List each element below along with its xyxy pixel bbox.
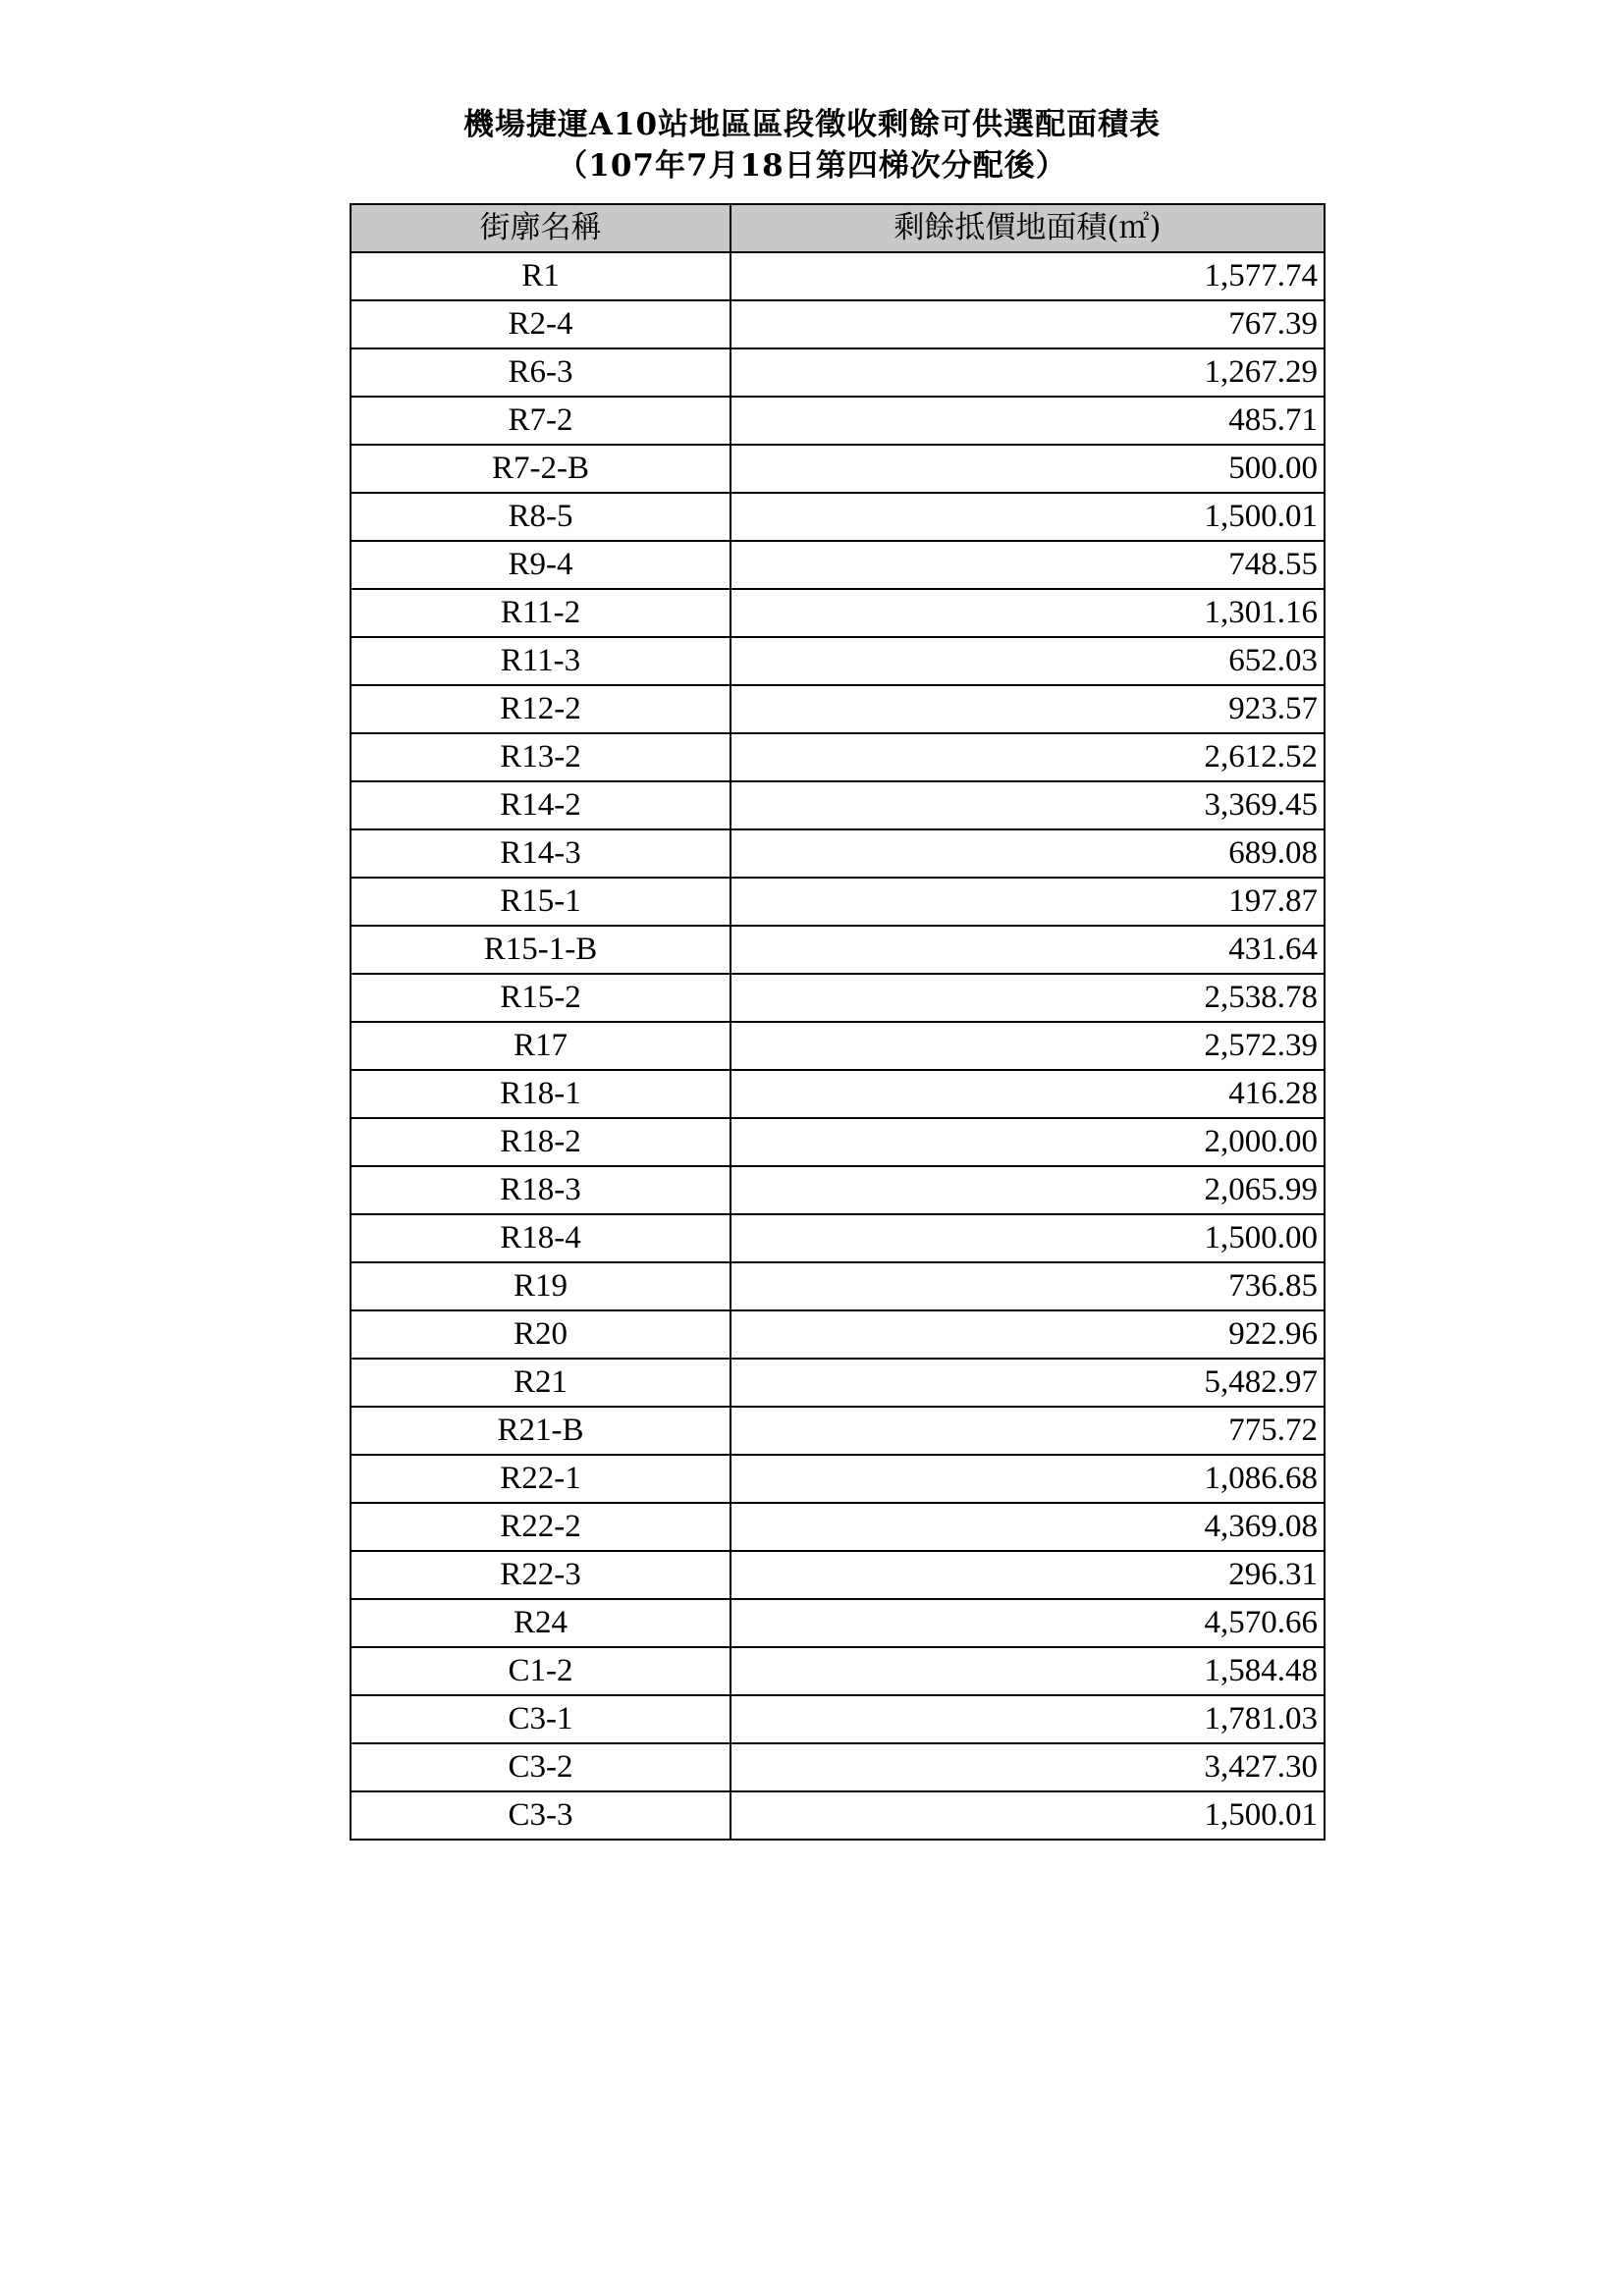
block-name-cell: R6-3 xyxy=(351,348,731,397)
remaining-area-cell: 4,369.08 xyxy=(731,1503,1325,1551)
table-row xyxy=(351,1791,1325,1840)
remaining-area-cell: 2,065.99 xyxy=(731,1166,1325,1214)
table-header-row xyxy=(351,204,1325,252)
title-line-1: 機場捷運A10站地區區段徵收剩餘可供選配面積表 xyxy=(462,107,1162,142)
block-name-cell: R14-3 xyxy=(351,829,731,878)
table-row xyxy=(351,781,1325,829)
remaining-area-cell: 2,000.00 xyxy=(731,1118,1325,1166)
area-table xyxy=(350,203,1326,1841)
block-name-cell: R2-4 xyxy=(351,300,731,348)
remaining-area-cell: 922.96 xyxy=(731,1310,1325,1359)
block-name-cell: R21 xyxy=(351,1359,731,1407)
remaining-area-cell: 2,538.78 xyxy=(731,974,1325,1022)
remaining-area-cell: 1,267.29 xyxy=(731,348,1325,397)
table-row xyxy=(351,348,1325,397)
block-name-cell: R14-2 xyxy=(351,781,731,829)
block-name-cell: R1 xyxy=(351,252,731,300)
block-name-cell: R18-4 xyxy=(351,1214,731,1262)
remaining-area-cell: 4,570.66 xyxy=(731,1599,1325,1647)
block-name-cell: C3-2 xyxy=(351,1743,731,1791)
table-row xyxy=(351,1166,1325,1214)
block-name-cell: C1-2 xyxy=(351,1647,731,1695)
block-name-cell: R22-2 xyxy=(351,1503,731,1551)
block-name-cell: R20 xyxy=(351,1310,731,1359)
remaining-area-cell: 1,500.00 xyxy=(731,1214,1325,1262)
remaining-area-cell: 296.31 xyxy=(731,1551,1325,1599)
block-name-cell: R9-4 xyxy=(351,541,731,589)
block-name-cell: R15-2 xyxy=(351,974,731,1022)
remaining-area-cell: 1,086.68 xyxy=(731,1455,1325,1503)
remaining-area-cell: 3,369.45 xyxy=(731,781,1325,829)
header-remaining-area: 剩餘抵價地面積(㎡) xyxy=(731,204,1325,252)
remaining-area-cell: 1,781.03 xyxy=(731,1695,1325,1743)
remaining-area-cell: 689.08 xyxy=(731,829,1325,878)
header-block-name: 街廓名稱 xyxy=(351,204,731,252)
area-table-container xyxy=(350,203,1324,1841)
table-row xyxy=(351,878,1325,926)
remaining-area-cell: 197.87 xyxy=(731,878,1325,926)
block-name-cell: R13-2 xyxy=(351,733,731,781)
table-row xyxy=(351,1310,1325,1359)
title-line-2: （107年7月18日第四梯次分配後） xyxy=(557,148,1067,184)
table-row xyxy=(351,685,1325,733)
table-row xyxy=(351,1118,1325,1166)
remaining-area-cell: 485.71 xyxy=(731,397,1325,445)
remaining-area-cell: 1,500.01 xyxy=(731,493,1325,541)
remaining-area-cell: 5,482.97 xyxy=(731,1359,1325,1407)
table-row xyxy=(351,1503,1325,1551)
block-name-cell: R8-5 xyxy=(351,493,731,541)
table-row xyxy=(351,829,1325,878)
block-name-cell: R15-1 xyxy=(351,878,731,926)
table-row xyxy=(351,300,1325,348)
table-row xyxy=(351,1455,1325,1503)
table-row xyxy=(351,926,1325,974)
block-name-cell: R22-3 xyxy=(351,1551,731,1599)
table-row xyxy=(351,1407,1325,1455)
remaining-area-cell: 767.39 xyxy=(731,300,1325,348)
block-name-cell: R11-2 xyxy=(351,589,731,637)
block-name-cell: R18-3 xyxy=(351,1166,731,1214)
table-row xyxy=(351,589,1325,637)
remaining-area-cell: 3,427.30 xyxy=(731,1743,1325,1791)
block-name-cell: R7-2 xyxy=(351,397,731,445)
remaining-area-cell: 1,301.16 xyxy=(731,589,1325,637)
remaining-area-cell: 1,577.74 xyxy=(731,252,1325,300)
block-name-cell: R24 xyxy=(351,1599,731,1647)
table-row xyxy=(351,493,1325,541)
table-row xyxy=(351,733,1325,781)
block-name-cell: R22-1 xyxy=(351,1455,731,1503)
remaining-area-cell: 431.64 xyxy=(731,926,1325,974)
table-row xyxy=(351,974,1325,1022)
table-row xyxy=(351,541,1325,589)
remaining-area-cell: 416.28 xyxy=(731,1070,1325,1118)
table-row xyxy=(351,252,1325,300)
remaining-area-cell: 736.85 xyxy=(731,1262,1325,1310)
table-body xyxy=(351,252,1325,1840)
block-name-cell: R11-3 xyxy=(351,637,731,685)
remaining-area-cell: 775.72 xyxy=(731,1407,1325,1455)
table-row xyxy=(351,1647,1325,1695)
block-name-cell: R17 xyxy=(351,1022,731,1070)
remaining-area-cell: 2,572.39 xyxy=(731,1022,1325,1070)
remaining-area-cell: 652.03 xyxy=(731,637,1325,685)
block-name-cell: R18-1 xyxy=(351,1070,731,1118)
table-row xyxy=(351,1262,1325,1310)
block-name-cell: C3-3 xyxy=(351,1791,731,1840)
table-row xyxy=(351,1070,1325,1118)
table-row xyxy=(351,1695,1325,1743)
remaining-area-cell: 748.55 xyxy=(731,541,1325,589)
block-name-cell: R7-2-B xyxy=(351,445,731,493)
remaining-area-cell: 2,612.52 xyxy=(731,733,1325,781)
remaining-area-cell: 1,584.48 xyxy=(731,1647,1325,1695)
block-name-cell: R21-B xyxy=(351,1407,731,1455)
block-name-cell: R18-2 xyxy=(351,1118,731,1166)
table-row xyxy=(351,1743,1325,1791)
block-name-cell: R15-1-B xyxy=(351,926,731,974)
remaining-area-cell: 1,500.01 xyxy=(731,1791,1325,1840)
table-row xyxy=(351,397,1325,445)
block-name-cell: R19 xyxy=(351,1262,731,1310)
table-row xyxy=(351,637,1325,685)
table-row xyxy=(351,445,1325,493)
table-row xyxy=(351,1214,1325,1262)
table-row xyxy=(351,1359,1325,1407)
block-name-cell: C3-1 xyxy=(351,1695,731,1743)
table-row xyxy=(351,1551,1325,1599)
document-title xyxy=(0,104,1624,187)
table-row xyxy=(351,1022,1325,1070)
table-row xyxy=(351,1599,1325,1647)
remaining-area-cell: 923.57 xyxy=(731,685,1325,733)
block-name-cell: R12-2 xyxy=(351,685,731,733)
remaining-area-cell: 500.00 xyxy=(731,445,1325,493)
